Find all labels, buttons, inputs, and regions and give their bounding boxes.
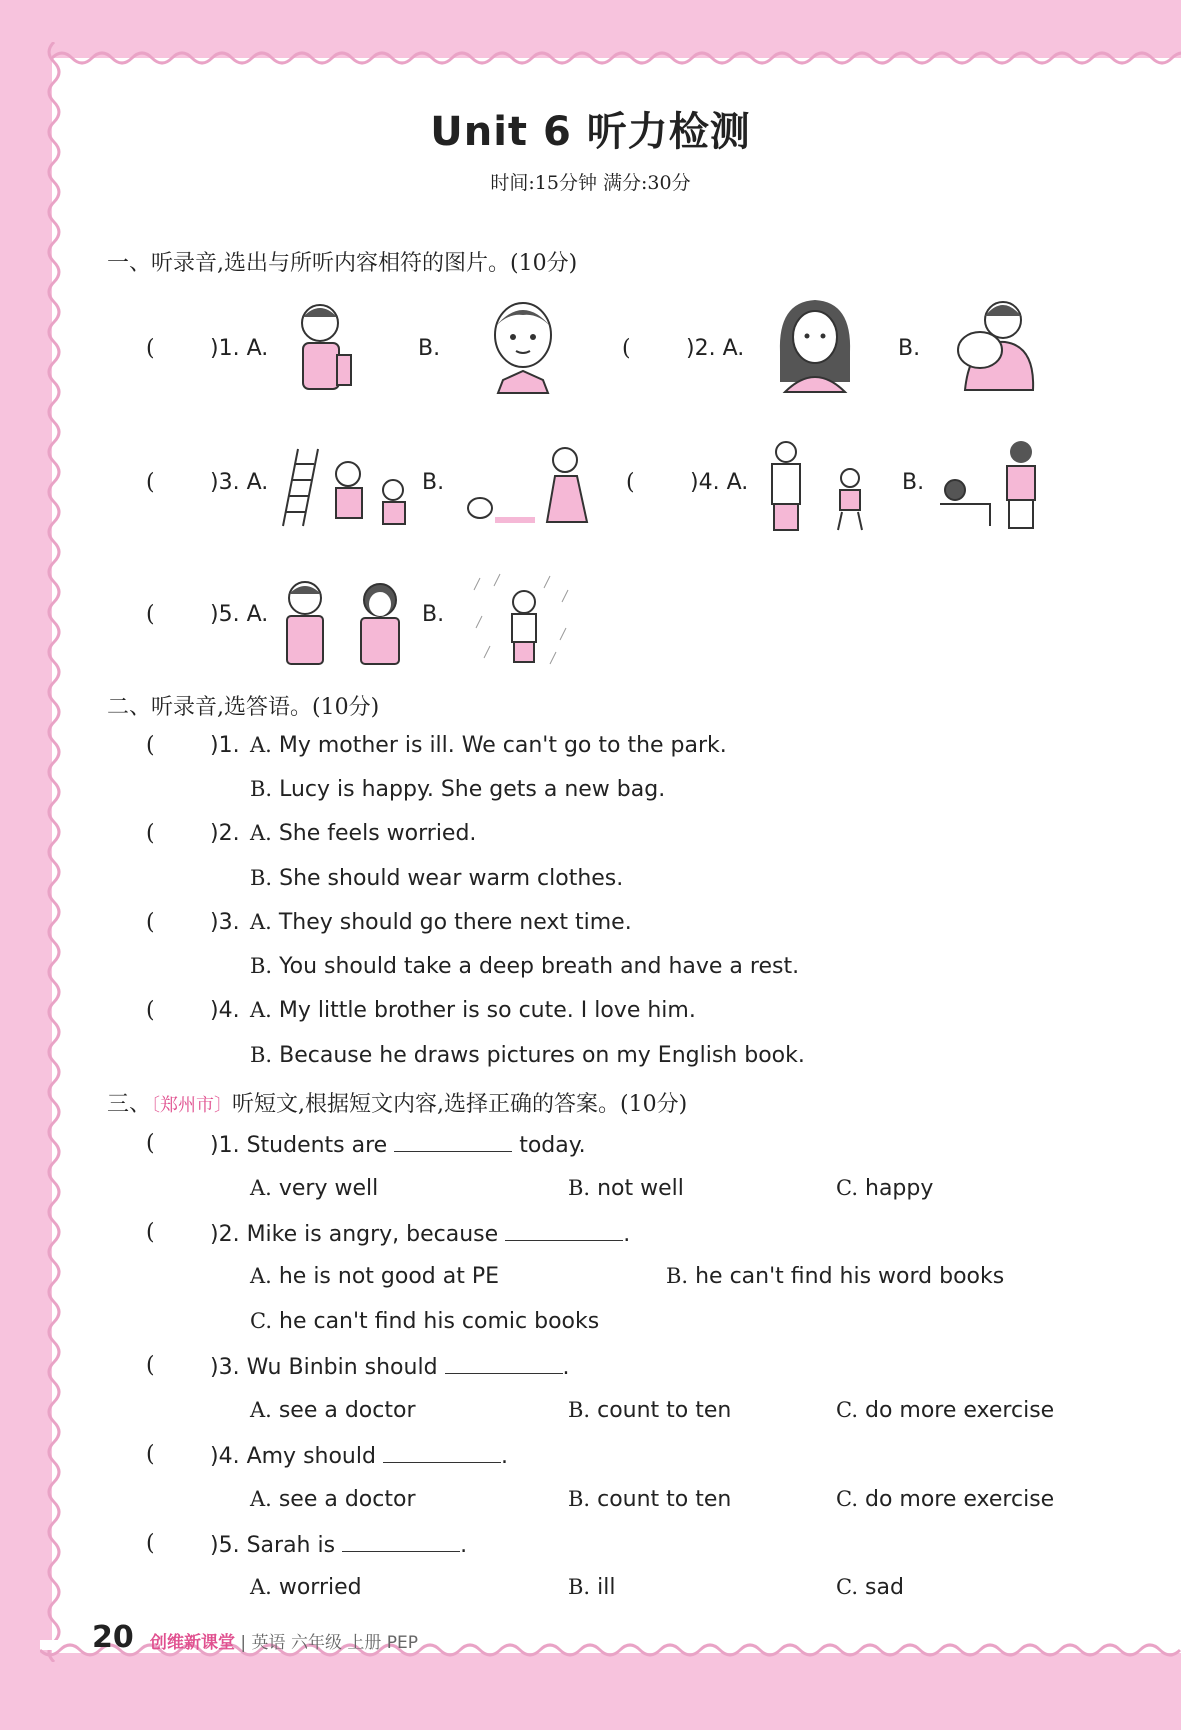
- s3-q5-option-b: B. ill: [568, 1575, 616, 1600]
- wavy-border-top: [52, 42, 1181, 68]
- s3-q3-option-a: A. see a doctor: [250, 1398, 416, 1423]
- section3-heading: 三、〔郑州市〕听短文,根据短文内容,选择正确的答案。(10分): [107, 1092, 688, 1117]
- s3-q1-stem: )1. Students are today.: [210, 1133, 586, 1158]
- girl-desk-woman-illustration: [935, 438, 1045, 532]
- answer-paren[interactable]: (: [146, 336, 155, 361]
- answer-paren[interactable]: (: [146, 821, 155, 846]
- answer-paren[interactable]: (: [146, 470, 155, 495]
- s3-q2-option-c: C. he can't find his comic books: [250, 1309, 600, 1334]
- s1-q3-option-b: B.: [422, 470, 445, 495]
- answer-paren[interactable]: (: [146, 1531, 155, 1556]
- s1-q5-number: )5. A.: [210, 602, 269, 627]
- s3-q1-option-a: A. very well: [250, 1176, 379, 1201]
- answer-paren[interactable]: (: [146, 1353, 155, 1378]
- s2-q2-option-a: A. She feels worried.: [250, 821, 477, 846]
- s3-q3-option-c: C. do more exercise: [836, 1398, 1055, 1423]
- answer-blank[interactable]: [383, 1442, 501, 1463]
- s2-q1-number: )1.: [210, 733, 240, 758]
- answer-paren[interactable]: (: [622, 336, 631, 361]
- s2-q4-option-b: B. Because he draws pictures on my English book.: [250, 1043, 805, 1068]
- s2-q4-number: )4.: [210, 998, 240, 1023]
- answer-paren[interactable]: (: [146, 1220, 155, 1245]
- answer-paren[interactable]: (: [146, 998, 155, 1023]
- girl-cat-illustration: [455, 440, 595, 530]
- section2-heading: 二、听录音,选答语。(10分): [107, 695, 380, 720]
- s3-q2-stem: )2. Mike is angry, because .: [210, 1222, 631, 1247]
- footer-info: 创维新课堂 | 英语 六年级 上册 PEP: [150, 1633, 419, 1653]
- s2-q4-option-a: A. My little brother is so cute. I love him.: [250, 998, 696, 1023]
- answer-blank[interactable]: [394, 1131, 512, 1152]
- section1-heading: 一、听录音,选出与所听内容相符的图片。(10分): [107, 251, 578, 276]
- s1-q4-number: )4. A.: [690, 470, 749, 495]
- s3-q2-option-b: B. he can't find his word books: [666, 1264, 1005, 1289]
- s3-q3-option-b: B. count to ten: [568, 1398, 732, 1423]
- answer-paren[interactable]: (: [626, 470, 635, 495]
- s3-q1-option-b: B. not well: [568, 1176, 684, 1201]
- s3-q5-option-c: C. sad: [836, 1575, 904, 1600]
- region-tag: 〔郑州市〕: [151, 1095, 233, 1116]
- girl-worried-illustration: [770, 292, 860, 396]
- wavy-border-left: [40, 42, 64, 1662]
- s1-q3-number: )3. A.: [210, 470, 269, 495]
- boy-face-illustration: [478, 295, 568, 395]
- page-number: 20: [92, 1620, 134, 1655]
- s1-q1-number: )1. A.: [210, 336, 269, 361]
- answer-paren[interactable]: (: [146, 1442, 155, 1467]
- page-title: Unit 6 听力检测: [430, 109, 751, 155]
- s3-q5-option-a: A. worried: [250, 1575, 362, 1600]
- s1-q4-option-b: B.: [902, 470, 925, 495]
- s1-q5-option-b: B.: [422, 602, 445, 627]
- answer-paren[interactable]: (: [146, 1131, 155, 1156]
- family-ladder-illustration: [278, 444, 418, 528]
- s2-q1-option-a: A. My mother is ill. We can't go to the park.: [250, 733, 727, 758]
- s3-q4-option-a: A. see a doctor: [250, 1487, 416, 1512]
- child-in-snow-illustration: [470, 570, 578, 670]
- answer-paren[interactable]: (: [146, 602, 155, 627]
- s2-q3-number: )3.: [210, 910, 240, 935]
- answer-blank[interactable]: [445, 1353, 563, 1374]
- s2-q3-option-a: A. They should go there next time.: [250, 910, 632, 935]
- answer-paren[interactable]: (: [146, 733, 155, 758]
- page-subtitle: 时间:15分钟 满分:30分: [490, 172, 691, 194]
- s3-q4-stem: )4. Amy should .: [210, 1444, 508, 1469]
- s3-q4-option-c: C. do more exercise: [836, 1487, 1055, 1512]
- answer-blank[interactable]: [505, 1220, 623, 1241]
- s2-q2-option-b: B. She should wear warm clothes.: [250, 866, 624, 891]
- s3-q4-option-b: B. count to ten: [568, 1487, 732, 1512]
- s1-q2-number: )2. A.: [686, 336, 745, 361]
- two-boys-illustration: [275, 576, 415, 666]
- s3-q3-stem: )3. Wu Binbin should .: [210, 1355, 570, 1380]
- s3-q2-option-a: A. he is not good at PE: [250, 1264, 500, 1289]
- s2-q2-number: )2.: [210, 821, 240, 846]
- answer-blank[interactable]: [342, 1531, 460, 1552]
- boy-sick-illustration: [285, 295, 365, 395]
- brand-name: 创维新课堂: [150, 1633, 235, 1653]
- s1-q1-option-b: B.: [418, 336, 441, 361]
- man-boy-illustration: [760, 440, 882, 532]
- answer-paren[interactable]: (: [146, 910, 155, 935]
- s2-q3-option-b: B. You should take a deep breath and have a rest.: [250, 954, 800, 979]
- s2-q1-option-b: B. Lucy is happy. She gets a new bag.: [250, 777, 666, 802]
- s1-q2-option-b: B.: [898, 336, 921, 361]
- s3-q1-option-c: C. happy: [836, 1176, 934, 1201]
- woman-hugging-pet-illustration: [945, 290, 1040, 396]
- s3-q5-stem: )5. Sarah is .: [210, 1533, 468, 1558]
